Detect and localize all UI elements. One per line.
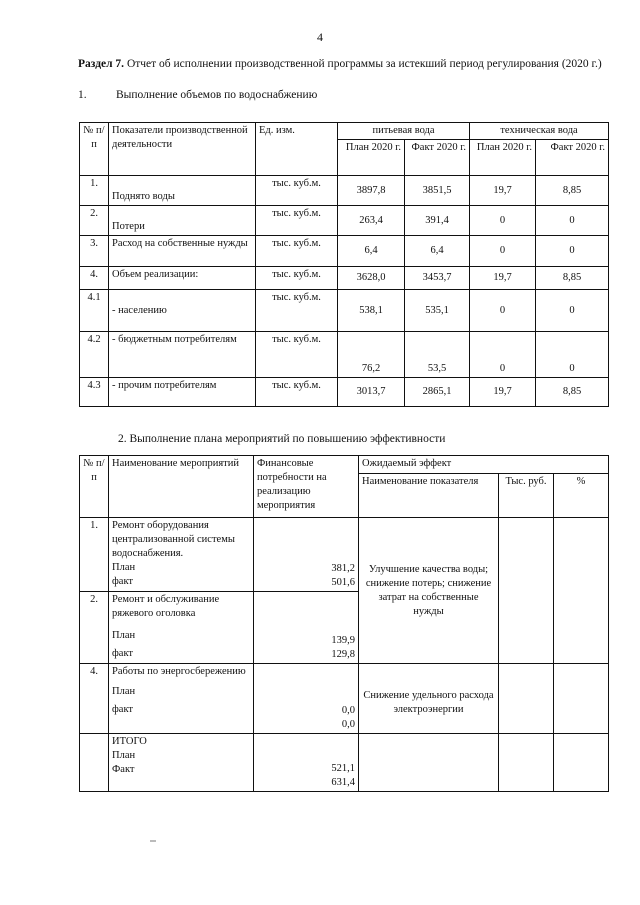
plan-label: План <box>112 562 136 573</box>
finance-cell <box>254 592 359 664</box>
table-row <box>80 267 609 290</box>
subsection-1-title: Выполнение объемов по водоснабжению <box>116 89 318 101</box>
row-unit: тыс. куб.м. <box>256 267 338 290</box>
subsection-1-heading <box>78 89 317 101</box>
technical-fact-value: 0 <box>536 236 609 267</box>
pct-cell <box>554 734 609 792</box>
fact-value: 631,4 <box>331 777 355 788</box>
subsection-1-number: 1. <box>78 89 87 101</box>
subsection-2-heading: 2. Выполнение плана мероприятий по повышению эффективности <box>118 433 446 445</box>
technical-fact-value: 0 <box>536 290 609 332</box>
technical-plan-value: 0 <box>470 236 536 267</box>
header-drinking-water: питьевая вода <box>338 123 470 140</box>
pct-cell <box>554 664 609 734</box>
header-measure-name: Наименование мероприятий <box>109 456 254 518</box>
measure-name: Ремонт оборудования централизованной системы водоснабжения. <box>112 520 235 559</box>
pct-cell <box>554 518 609 664</box>
header-technical-plan: План 2020 г. <box>470 140 536 176</box>
table-row <box>80 236 609 267</box>
technical-plan-value: 0 <box>470 290 536 332</box>
row-num: 2. <box>80 206 109 236</box>
plan-label: План <box>112 630 136 641</box>
effect-description: Улучшение качества воды; снижение потерь; снижение затрат на собственные нужды <box>359 518 499 664</box>
scan-mark <box>150 840 156 842</box>
row-unit: тыс. куб.м. <box>256 332 338 378</box>
header-technical-water: техническая вода <box>470 123 609 140</box>
measure-cell <box>109 734 254 792</box>
header-technical-fact: Факт 2020 г. <box>536 140 609 176</box>
row-unit: тыс. куб.м. <box>256 176 338 206</box>
header-percent: % <box>554 474 609 518</box>
effect-description: Снижение удельного расхода электроэнергии <box>359 664 499 734</box>
row-name: Расход на собственные нужды <box>109 236 256 267</box>
section-heading <box>78 57 618 72</box>
measure-name: Ремонт и обслуживание ряжевого оголовка <box>112 594 220 619</box>
fact-label: факт <box>112 576 134 587</box>
technical-fact-value: 8,85 <box>536 267 609 290</box>
technical-plan-value: 0 <box>470 332 536 378</box>
row-num: 1. <box>80 176 109 206</box>
technical-fact-value: 0 <box>536 206 609 236</box>
row-num <box>80 734 109 792</box>
plan-value: 139,9 <box>331 635 355 646</box>
row-name: Объем реализации: <box>109 267 256 290</box>
finance-cell <box>254 734 359 792</box>
drinking-plan-value: 263,4 <box>338 206 405 236</box>
technical-fact-value: 0 <box>536 332 609 378</box>
row-num: 4. <box>80 664 109 734</box>
rub-cell <box>499 518 554 664</box>
technical-plan-value: 0 <box>470 206 536 236</box>
finance-cell <box>254 664 359 734</box>
section-title: Отчет об исполнении производственной программы за истекший период регулирования (2020 г.) <box>126 58 602 70</box>
row-num: 4.3 <box>80 378 109 407</box>
drinking-fact-value: 6,4 <box>405 236 470 267</box>
drinking-fact-value: 53,5 <box>405 332 470 378</box>
plan-label: План <box>112 750 136 761</box>
drinking-fact-value: 391,4 <box>405 206 470 236</box>
row-name: - прочим потребителям <box>109 378 256 407</box>
header-finance: Финансовые потребности на реализацию мероприятия <box>254 456 359 518</box>
plan-value: 0,0 <box>341 705 355 716</box>
header-num: № п/п <box>80 123 109 176</box>
row-num: 1. <box>80 518 109 592</box>
header-num: № п/п <box>80 456 109 518</box>
row-unit: тыс. куб.м. <box>256 236 338 267</box>
drinking-plan-value: 76,2 <box>338 332 405 378</box>
rub-cell <box>499 664 554 734</box>
table-row <box>80 290 609 332</box>
header-thousand-rub: Тыс. руб. <box>499 474 554 518</box>
fact-value: 129,8 <box>331 649 355 660</box>
drinking-fact-value: 2865,1 <box>405 378 470 407</box>
row-num: 4. <box>80 267 109 290</box>
row-name: - населению <box>109 290 256 332</box>
header-drinking-plan: План 2020 г. <box>338 140 405 176</box>
effect-description <box>359 734 499 792</box>
table-row <box>80 664 609 734</box>
table-row <box>80 518 609 592</box>
table-row-total <box>80 734 609 792</box>
plan-label: План <box>112 686 136 697</box>
row-name: Поднято воды <box>109 176 256 206</box>
drinking-fact-value: 535,1 <box>405 290 470 332</box>
rub-cell <box>499 734 554 792</box>
table-row <box>80 206 609 236</box>
drinking-plan-value: 3897,8 <box>338 176 405 206</box>
row-num: 3. <box>80 236 109 267</box>
water-supply-volumes-table <box>79 122 609 407</box>
fact-value: 0,0 <box>341 719 355 730</box>
measure-cell <box>109 664 254 734</box>
efficiency-measures-table <box>79 455 609 792</box>
row-num: 4.2 <box>80 332 109 378</box>
finance-cell <box>254 518 359 592</box>
row-num: 4.1 <box>80 290 109 332</box>
drinking-plan-value: 538,1 <box>338 290 405 332</box>
drinking-fact-value: 3851,5 <box>405 176 470 206</box>
technical-plan-value: 19,7 <box>470 176 536 206</box>
measure-cell <box>109 518 254 592</box>
section-label: Раздел 7. <box>78 58 125 70</box>
page-number: 4 <box>317 30 323 44</box>
header-indicator: Показатели производственной деятельности <box>109 123 256 176</box>
technical-fact-value: 8,85 <box>536 176 609 206</box>
fact-label: факт <box>112 648 134 659</box>
fact-value: 501,6 <box>331 577 355 588</box>
technical-plan-value: 19,7 <box>470 267 536 290</box>
drinking-plan-value: 6,4 <box>338 236 405 267</box>
row-name: - бюджетным потребителям <box>109 332 256 378</box>
measure-name: Работы по энергосбережению <box>112 666 246 677</box>
drinking-fact-value: 3453,7 <box>405 267 470 290</box>
table-row <box>80 378 609 407</box>
plan-value: 381,2 <box>331 563 355 574</box>
row-unit: тыс. куб.м. <box>256 290 338 332</box>
table-row <box>80 176 609 206</box>
row-unit: тыс. куб.м. <box>256 206 338 236</box>
header-unit: Ед. изм. <box>256 123 338 176</box>
row-num: 2. <box>80 592 109 664</box>
total-label: ИТОГО <box>112 736 147 747</box>
drinking-plan-value: 3013,7 <box>338 378 405 407</box>
row-name: Потери <box>109 206 256 236</box>
drinking-plan-value: 3628,0 <box>338 267 405 290</box>
measure-cell <box>109 592 254 664</box>
header-drinking-fact: Факт 2020 г. <box>405 140 470 176</box>
plan-value: 521,1 <box>331 763 355 774</box>
technical-plan-value: 19,7 <box>470 378 536 407</box>
row-unit: тыс. куб.м. <box>256 378 338 407</box>
table-row <box>80 332 609 378</box>
fact-label: Факт <box>112 764 135 775</box>
header-expected-effect: Ожидаемый эффект <box>359 456 609 474</box>
technical-fact-value: 8,85 <box>536 378 609 407</box>
header-indicator-name: Наименование показателя <box>359 474 499 518</box>
fact-label: факт <box>112 704 134 715</box>
